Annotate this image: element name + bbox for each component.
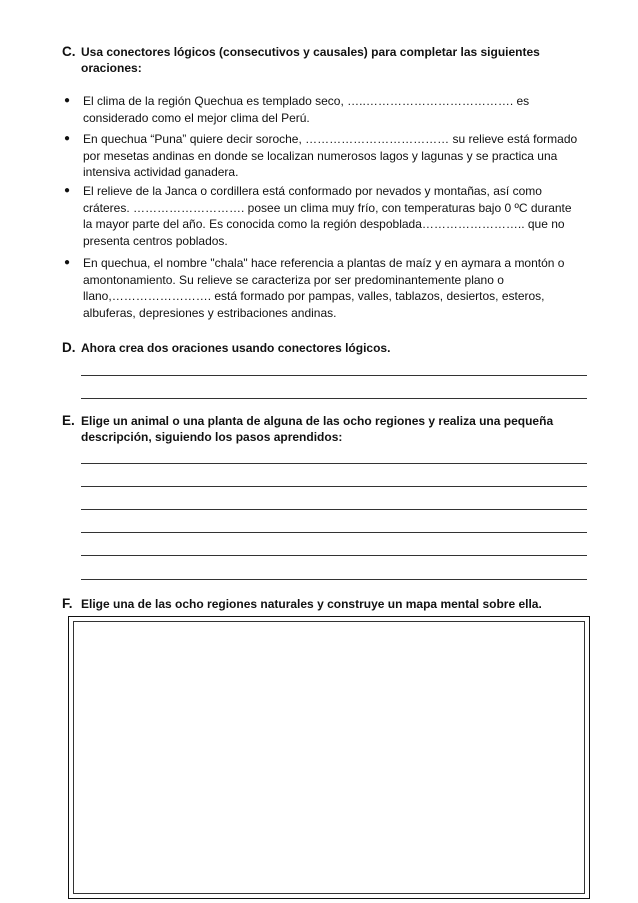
writing-line[interactable]	[81, 579, 587, 580]
section-letter: D.	[62, 340, 76, 355]
section-letter: E.	[62, 413, 75, 428]
bullet-icon: ●	[64, 133, 71, 144]
section-e-header	[62, 413, 592, 445]
mind-map-area[interactable]	[68, 616, 590, 899]
section-title: Elige un animal o una planta de alguna de las ocho regiones y realiza una pequeña descripción, siguiendo los pasos aprendidos:	[81, 414, 554, 444]
section-f-header	[62, 596, 592, 612]
writing-line[interactable]	[81, 486, 587, 487]
writing-line[interactable]	[81, 509, 587, 510]
mind-map-inner-border	[73, 621, 585, 894]
section-letter: F.	[62, 596, 73, 611]
bullet-icon: ●	[64, 185, 71, 196]
bullet-text: El relieve de la Janca o cordillera está conformado por nevados y montañas, así como cráteres. ………………………. posee un clima muy frío, con temperaturas bajo 0 ºC durante la mayor parte del año. Es conocida como la región despoblada…………………….. que no presenta centros poblados.	[83, 184, 572, 248]
writing-line[interactable]	[81, 375, 587, 376]
section-d-header	[62, 340, 592, 356]
writing-line[interactable]	[81, 398, 587, 399]
list-item	[62, 255, 582, 321]
section-title: Elige una de las ocho regiones naturales y construye un mapa mental sobre ella.	[81, 597, 542, 611]
list-item	[62, 131, 582, 181]
bullet-text: El clima de la región Quechua es templado seco, …..………………………………. es considerado como el mejor clima del Perú.	[83, 94, 530, 125]
writing-line[interactable]	[81, 532, 587, 533]
section-c-header	[62, 44, 592, 76]
list-item	[62, 93, 582, 126]
section-title: Usa conectores lógicos (consecutivos y causales) para completar las siguientes oraciones:	[81, 45, 540, 75]
bullet-icon: ●	[64, 95, 71, 106]
bullet-icon: ●	[64, 257, 71, 268]
list-item	[62, 183, 582, 249]
writing-line[interactable]	[81, 555, 587, 556]
writing-line[interactable]	[81, 463, 587, 464]
section-title: Ahora crea dos oraciones usando conectores lógicos.	[81, 341, 391, 355]
bullet-text: En quechua “Puna” quiere decir soroche, ……………………………… su relieve está formado por mesetas andinas en donde se localizan numerosos lagos y lagunas y se practica una intensiva actividad ganadera.	[83, 132, 578, 179]
section-letter: C.	[62, 44, 76, 59]
bullet-text: En quechua, el nombre "chala" hace referencia a plantas de maíz y en aymara a montón o amontonamiento. Su relieve se caracteriza por ser predominantemente plano o llano,……………………. está formado por pampas, valles, tablazos, desiertos, esteros, albuferas, depresiones y estribaciones andinas.	[83, 256, 565, 320]
